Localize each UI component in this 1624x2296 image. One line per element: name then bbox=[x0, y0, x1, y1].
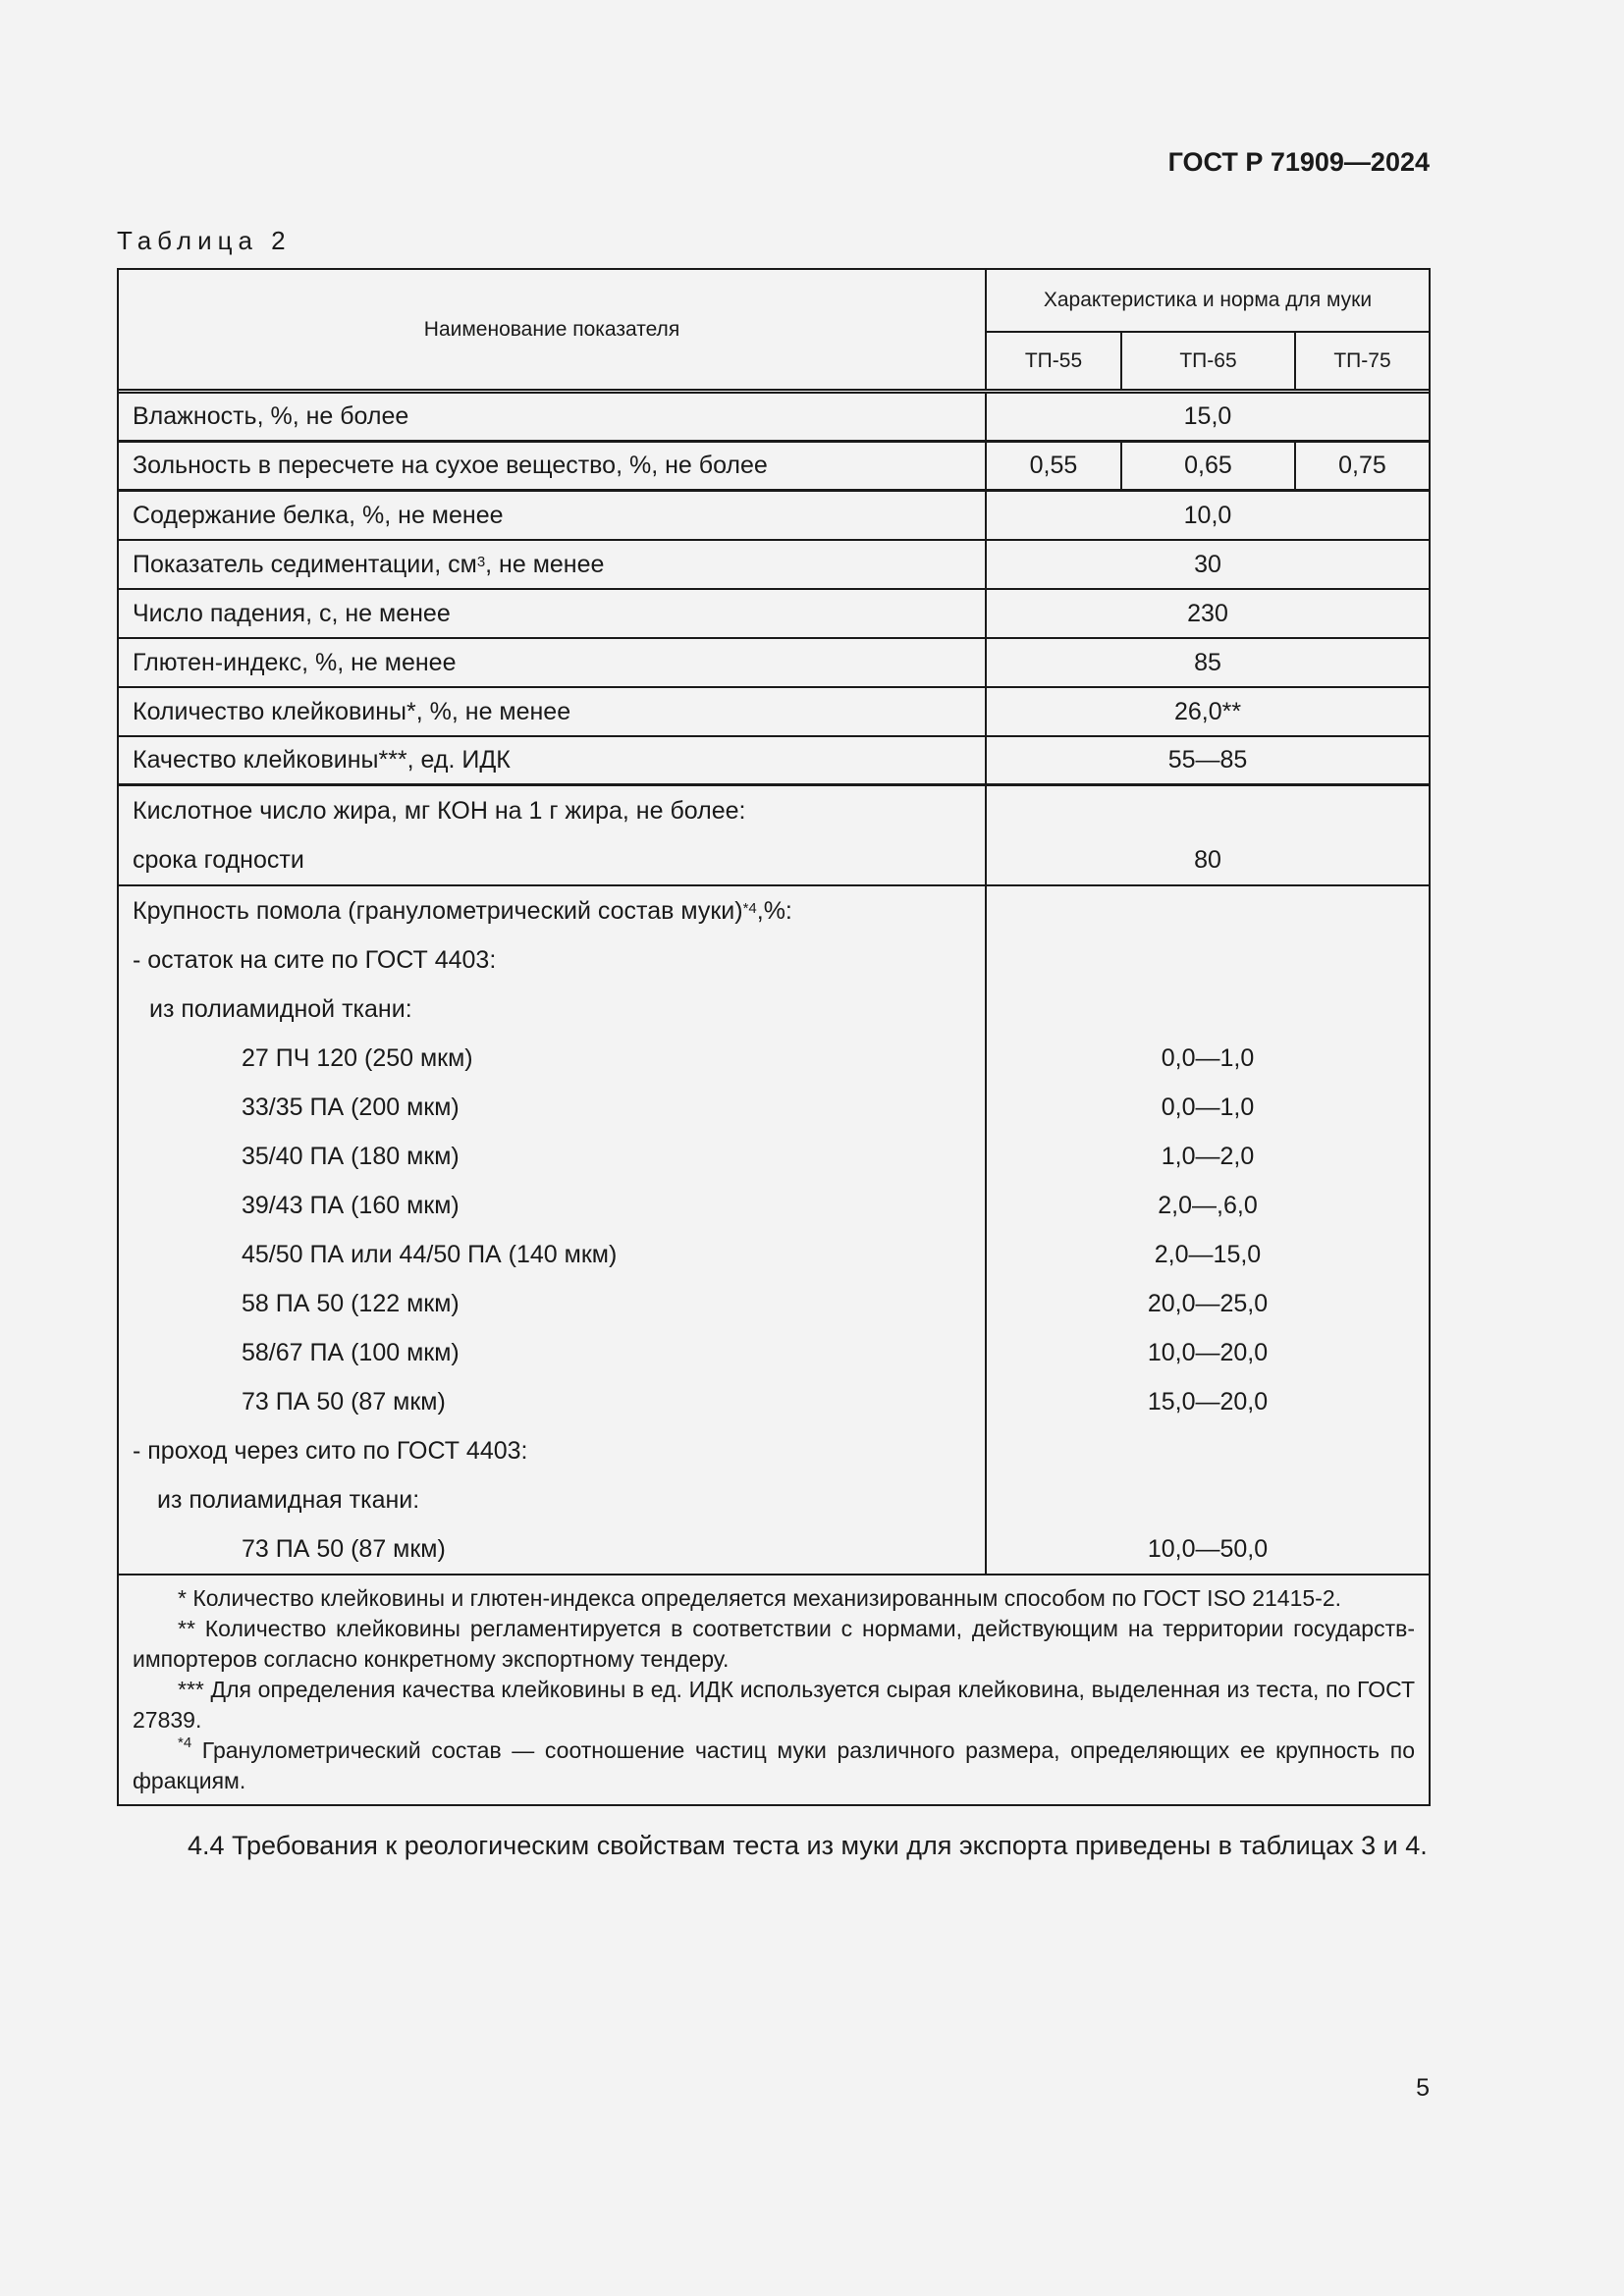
table-header bbox=[119, 270, 1429, 394]
row-value: 15,0 bbox=[1183, 402, 1232, 430]
residue-label: - остаток на сите по ГОСТ 4403: bbox=[133, 945, 497, 974]
header-columns bbox=[987, 333, 1429, 389]
row-values bbox=[987, 786, 1429, 884]
row-name: Кислотное число жира, мг КОН на 1 г жира, не более: bbox=[133, 796, 746, 825]
list-item: 73 ПА 50 (87 мкм) bbox=[242, 1387, 446, 1415]
row-name: Влажность, %, не более bbox=[119, 394, 987, 440]
list-value: 10,0—20,0 bbox=[1147, 1338, 1269, 1366]
row-value: 10,0 bbox=[1183, 501, 1232, 529]
grind-values bbox=[987, 886, 1429, 1574]
header-group-label: Характеристика и норма для муки bbox=[987, 270, 1429, 333]
row-value-tp55: 0,55 bbox=[987, 443, 1122, 489]
page-number: 5 bbox=[1416, 2074, 1430, 2102]
header-norms bbox=[987, 270, 1429, 389]
note-3: *** Для определения качества клейковины в ед. ИДК используется сырая клейковина, выделенная из теста, по ГОСТ 27839. bbox=[133, 1677, 1415, 1733]
document-code: ГОСТ Р 71909—2024 bbox=[1167, 147, 1430, 177]
header-col-tp75: ТП-75 bbox=[1333, 348, 1391, 372]
list-value: 20,0—25,0 bbox=[1147, 1289, 1269, 1317]
list-value: 2,0—,6,0 bbox=[1158, 1191, 1258, 1219]
grind-title: Крупность помола (гранулометрический состав муки) $^{*4}$ ,%: bbox=[133, 896, 792, 925]
list-value: 0,0—1,0 bbox=[1161, 1093, 1255, 1121]
list-value: 0,0—1,0 bbox=[1161, 1043, 1255, 1072]
body-paragraph: 4.4 Требования к реологическим свойствам теста из муки для экспорта приведены в таблицах 3 и 4. bbox=[188, 1831, 1428, 1860]
row-name-text: Показатель седиментации, см bbox=[133, 550, 477, 578]
table-row-gluten-quality bbox=[119, 737, 1429, 786]
header-indicator-name: Наименование показателя bbox=[119, 270, 987, 389]
table-row-gluten-amount bbox=[119, 688, 1429, 737]
empty-cell bbox=[987, 985, 1429, 1034]
list-item: 45/50 ПА или 44/50 ПА (140 мкм) bbox=[242, 1240, 618, 1268]
grind-title-text: Крупность помола (гранулометрический состав муки) bbox=[133, 896, 743, 925]
empty-cell bbox=[987, 935, 1429, 985]
list-value: 1,0—2,0 bbox=[1161, 1142, 1255, 1170]
table-caption: Таблица 2 bbox=[117, 226, 292, 255]
row-name: Качество клейковины***, ед. ИДК bbox=[119, 737, 987, 783]
row-name-suffix: , не менее bbox=[485, 550, 605, 578]
table-row-falling-number bbox=[119, 590, 1429, 639]
table-row-ash bbox=[119, 443, 1429, 492]
requirements-table bbox=[117, 268, 1431, 1806]
pass-material: из полиамидная ткани: bbox=[157, 1485, 420, 1514]
row-name: Число падения, с, не менее bbox=[119, 590, 987, 637]
empty-cell bbox=[987, 1426, 1429, 1475]
list-item: 33/35 ПА (200 мкм) bbox=[242, 1093, 460, 1121]
row-name: Количество клейковины*, %, не менее bbox=[119, 688, 987, 735]
list-value: 15,0—20,0 bbox=[1147, 1387, 1269, 1415]
list-item: 58 ПА 50 (122 мкм) bbox=[242, 1289, 460, 1317]
row-value: 230 bbox=[1187, 599, 1228, 627]
list-value: 10,0—50,0 bbox=[1147, 1534, 1269, 1563]
note-4 bbox=[133, 1735, 1415, 1796]
empty-cell bbox=[987, 1475, 1429, 1524]
row-name: Глютен-индекс, %, не менее bbox=[119, 639, 987, 686]
table-row-grind bbox=[119, 886, 1429, 1575]
row-value-empty bbox=[987, 786, 1429, 835]
list-value: 2,0—15,0 bbox=[1154, 1240, 1262, 1268]
row-value: 55—85 bbox=[1167, 746, 1248, 774]
grind-names bbox=[119, 886, 987, 1574]
row-names bbox=[119, 786, 987, 884]
pass-label: - проход через сито по ГОСТ 4403: bbox=[133, 1436, 528, 1465]
row-values bbox=[987, 443, 1429, 489]
row-value-tp65: 0,65 bbox=[1122, 443, 1296, 489]
note-2: ** Количество клейковины регламентируется в соответствии с нормами, действующим на территории государств-импортеров согласно конкретному экспортному тендеру. bbox=[133, 1616, 1415, 1672]
note-1: * Количество клейковины и глютен-индекса определяется механизированным способом по ГОСТ ISO 21415-2. bbox=[178, 1585, 1341, 1611]
table-notes bbox=[119, 1575, 1429, 1804]
note-4-text: Гранулометрический состав — соотношение частиц муки различного размера, определяющих ее крупность по фракциям. bbox=[133, 1737, 1415, 1793]
row-value: 80 bbox=[1194, 845, 1221, 874]
table-row-protein bbox=[119, 492, 1429, 541]
table-row-moisture bbox=[119, 394, 1429, 443]
row-value: 30 bbox=[1194, 550, 1221, 578]
list-item: 73 ПА 50 (87 мкм) bbox=[242, 1534, 446, 1563]
residue-material: из полиамидной ткани: bbox=[149, 994, 412, 1023]
empty-cell bbox=[987, 886, 1429, 935]
grind-title-suffix: ,%: bbox=[756, 896, 792, 925]
header-col-tp55: ТП-55 bbox=[987, 333, 1122, 389]
row-value-tp75: 0,75 bbox=[1338, 452, 1386, 479]
list-item: 39/43 ПА (160 мкм) bbox=[242, 1191, 460, 1219]
row-subname: срока годности bbox=[133, 845, 304, 874]
row-value: 85 bbox=[1194, 648, 1221, 676]
row-name: Зольность в пересчете на сухое вещество, %, не более bbox=[119, 443, 987, 489]
table-row-sedimentation bbox=[119, 541, 1429, 590]
note-4-mark: *4 bbox=[178, 1735, 192, 1752]
list-item: 58/67 ПА (100 мкм) bbox=[242, 1338, 460, 1366]
header-col-tp65: ТП-65 bbox=[1122, 333, 1296, 389]
row-name: Показатель седиментации, см $^3$ , не менее bbox=[119, 541, 987, 588]
list-item: 35/40 ПА (180 мкм) bbox=[242, 1142, 460, 1170]
row-name: Содержание белка, %, не менее bbox=[119, 492, 987, 539]
table-row-gluten-index bbox=[119, 639, 1429, 688]
row-value: 26,0** bbox=[1173, 697, 1242, 725]
table-row-acid-number bbox=[119, 786, 1429, 886]
list-item: 27 ПЧ 120 (250 мкм) bbox=[242, 1043, 473, 1072]
